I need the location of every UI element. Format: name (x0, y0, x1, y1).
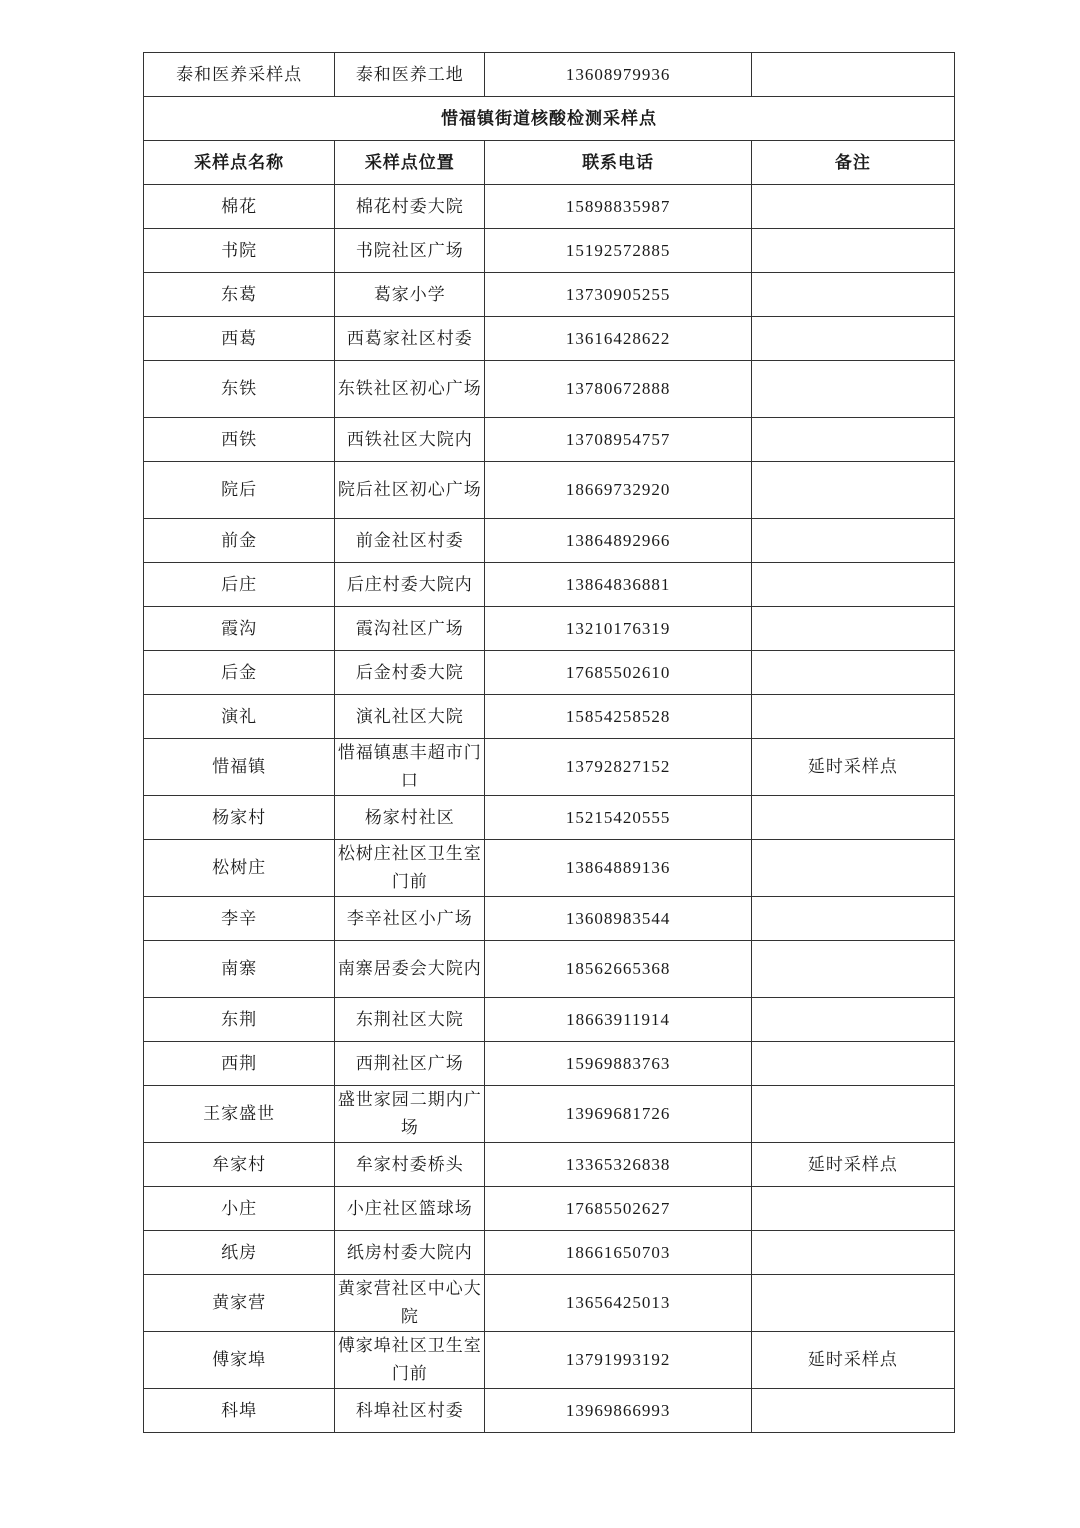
table-row (144, 361, 955, 418)
cell-name: 后金 (144, 651, 335, 695)
table-row (144, 607, 955, 651)
cell-location: 李辛社区小广场 (335, 897, 485, 941)
cell-phone: 13365326838 (485, 1143, 751, 1187)
table-row (144, 229, 955, 273)
cell-name: 书院 (144, 229, 335, 273)
table-row (144, 998, 955, 1042)
cell-location: 东铁社区初心广场 (335, 361, 485, 418)
cell-location: 后庄村委大院内 (335, 563, 485, 607)
cell-name: 傅家埠 (144, 1332, 335, 1389)
cell-location: 演礼社区大院 (335, 695, 485, 739)
cell-phone: 18661650703 (485, 1231, 751, 1275)
cell-phone: 18663911914 (485, 998, 751, 1042)
cell-location: 西葛家社区村委 (335, 317, 485, 361)
header-location: 采样点位置 (335, 141, 485, 185)
cell-name: 院后 (144, 462, 335, 519)
cell-name: 东铁 (144, 361, 335, 418)
table-row (144, 273, 955, 317)
table-row (144, 1332, 955, 1389)
table-row (144, 317, 955, 361)
table-row (144, 1086, 955, 1143)
cell-note (751, 1231, 954, 1275)
cell-name: 纸房 (144, 1231, 335, 1275)
cell-phone: 15898835987 (485, 185, 751, 229)
table-row (144, 651, 955, 695)
table-row (144, 53, 955, 97)
header-row (144, 141, 955, 185)
table-row (144, 1389, 955, 1433)
cell-phone: 13210176319 (485, 607, 751, 651)
cell-location: 纸房村委大院内 (335, 1231, 485, 1275)
cell-location: 惜福镇惠丰超市门口 (335, 739, 485, 796)
cell-note (751, 317, 954, 361)
cell-location: 杨家村社区 (335, 796, 485, 840)
cell-name: 东荆 (144, 998, 335, 1042)
table-row (144, 897, 955, 941)
cell-location: 书院社区广场 (335, 229, 485, 273)
cell-location: 科埠社区村委 (335, 1389, 485, 1433)
cell-note (751, 840, 954, 897)
cell-name: 黄家营 (144, 1275, 335, 1332)
table-row (144, 1143, 955, 1187)
cell-note (751, 998, 954, 1042)
cell-name: 霞沟 (144, 607, 335, 651)
cell-phone: 18562665368 (485, 941, 751, 998)
table-row (144, 840, 955, 897)
cell-note (751, 229, 954, 273)
cell-name: 牟家村 (144, 1143, 335, 1187)
cell-note (751, 185, 954, 229)
cell-note (751, 607, 954, 651)
cell-note: 延时采样点 (751, 739, 954, 796)
cell-phone: 13864889136 (485, 840, 751, 897)
table-row (144, 796, 955, 840)
cell-name: 泰和医养采样点 (144, 53, 335, 97)
cell-note (751, 519, 954, 563)
cell-name: 西葛 (144, 317, 335, 361)
table-row (144, 418, 955, 462)
cell-location: 傅家埠社区卫生室门前 (335, 1332, 485, 1389)
cell-note (751, 563, 954, 607)
cell-name: 科埠 (144, 1389, 335, 1433)
cell-note (751, 361, 954, 418)
cell-note (751, 1275, 954, 1332)
cell-location: 后金村委大院 (335, 651, 485, 695)
cell-phone: 13792827152 (485, 739, 751, 796)
cell-note (751, 1086, 954, 1143)
cell-phone: 13656425013 (485, 1275, 751, 1332)
cell-note: 延时采样点 (751, 1332, 954, 1389)
table-row (144, 695, 955, 739)
cell-location: 霞沟社区广场 (335, 607, 485, 651)
cell-location: 牟家村委桥头 (335, 1143, 485, 1187)
header-phone: 联系电话 (485, 141, 751, 185)
cell-name: 前金 (144, 519, 335, 563)
cell-note (751, 273, 954, 317)
table-row (144, 1275, 955, 1332)
cell-note (751, 897, 954, 941)
cell-note: 延时采样点 (751, 1143, 954, 1187)
cell-location: 棉花村委大院 (335, 185, 485, 229)
cell-note (751, 796, 954, 840)
table-row (144, 739, 955, 796)
cell-note (751, 53, 954, 97)
table-row (144, 462, 955, 519)
cell-phone: 13864836881 (485, 563, 751, 607)
cell-location: 盛世家园二期内广场 (335, 1086, 485, 1143)
cell-location: 西铁社区大院内 (335, 418, 485, 462)
cell-location: 前金社区村委 (335, 519, 485, 563)
cell-phone: 18669732920 (485, 462, 751, 519)
cell-note (751, 462, 954, 519)
cell-phone: 13730905255 (485, 273, 751, 317)
cell-phone: 17685502610 (485, 651, 751, 695)
cell-name: 西荆 (144, 1042, 335, 1086)
cell-location: 小庄社区篮球场 (335, 1187, 485, 1231)
table-row (144, 519, 955, 563)
cell-phone: 13969681726 (485, 1086, 751, 1143)
cell-note (751, 418, 954, 462)
cell-name: 惜福镇 (144, 739, 335, 796)
cell-phone: 13969866993 (485, 1389, 751, 1433)
cell-name: 西铁 (144, 418, 335, 462)
cell-phone: 13608983544 (485, 897, 751, 941)
cell-phone: 15969883763 (485, 1042, 751, 1086)
cell-phone: 13616428622 (485, 317, 751, 361)
header-name: 采样点名称 (144, 141, 335, 185)
cell-note (751, 1042, 954, 1086)
header-note: 备注 (751, 141, 954, 185)
cell-name: 李辛 (144, 897, 335, 941)
cell-location: 泰和医养工地 (335, 53, 485, 97)
cell-name: 后庄 (144, 563, 335, 607)
cell-location: 东荆社区大院 (335, 998, 485, 1042)
cell-location: 院后社区初心广场 (335, 462, 485, 519)
cell-phone: 13791993192 (485, 1332, 751, 1389)
cell-location: 南寨居委会大院内 (335, 941, 485, 998)
cell-name: 南寨 (144, 941, 335, 998)
section-title-row (144, 97, 955, 141)
table-row (144, 1187, 955, 1231)
cell-note (751, 651, 954, 695)
cell-phone: 13780672888 (485, 361, 751, 418)
cell-location: 黄家营社区中心大院 (335, 1275, 485, 1332)
table-row (144, 1042, 955, 1086)
cell-phone: 15215420555 (485, 796, 751, 840)
cell-location: 葛家小学 (335, 273, 485, 317)
table-row (144, 1231, 955, 1275)
cell-location: 西荆社区广场 (335, 1042, 485, 1086)
cell-note (751, 1389, 954, 1433)
cell-phone: 15854258528 (485, 695, 751, 739)
cell-phone: 17685502627 (485, 1187, 751, 1231)
cell-phone: 13708954757 (485, 418, 751, 462)
cell-phone: 13608979936 (485, 53, 751, 97)
sampling-points-table (143, 52, 955, 1433)
cell-note (751, 941, 954, 998)
cell-name: 棉花 (144, 185, 335, 229)
cell-name: 王家盛世 (144, 1086, 335, 1143)
cell-name: 杨家村 (144, 796, 335, 840)
cell-note (751, 695, 954, 739)
cell-note (751, 1187, 954, 1231)
table-row (144, 185, 955, 229)
cell-phone: 13864892966 (485, 519, 751, 563)
cell-name: 东葛 (144, 273, 335, 317)
cell-name: 演礼 (144, 695, 335, 739)
cell-name: 松树庄 (144, 840, 335, 897)
cell-location: 松树庄社区卫生室门前 (335, 840, 485, 897)
table-row (144, 941, 955, 998)
cell-name: 小庄 (144, 1187, 335, 1231)
cell-phone: 15192572885 (485, 229, 751, 273)
section-title: 惜福镇街道核酸检测采样点 (144, 97, 955, 141)
table-row (144, 563, 955, 607)
